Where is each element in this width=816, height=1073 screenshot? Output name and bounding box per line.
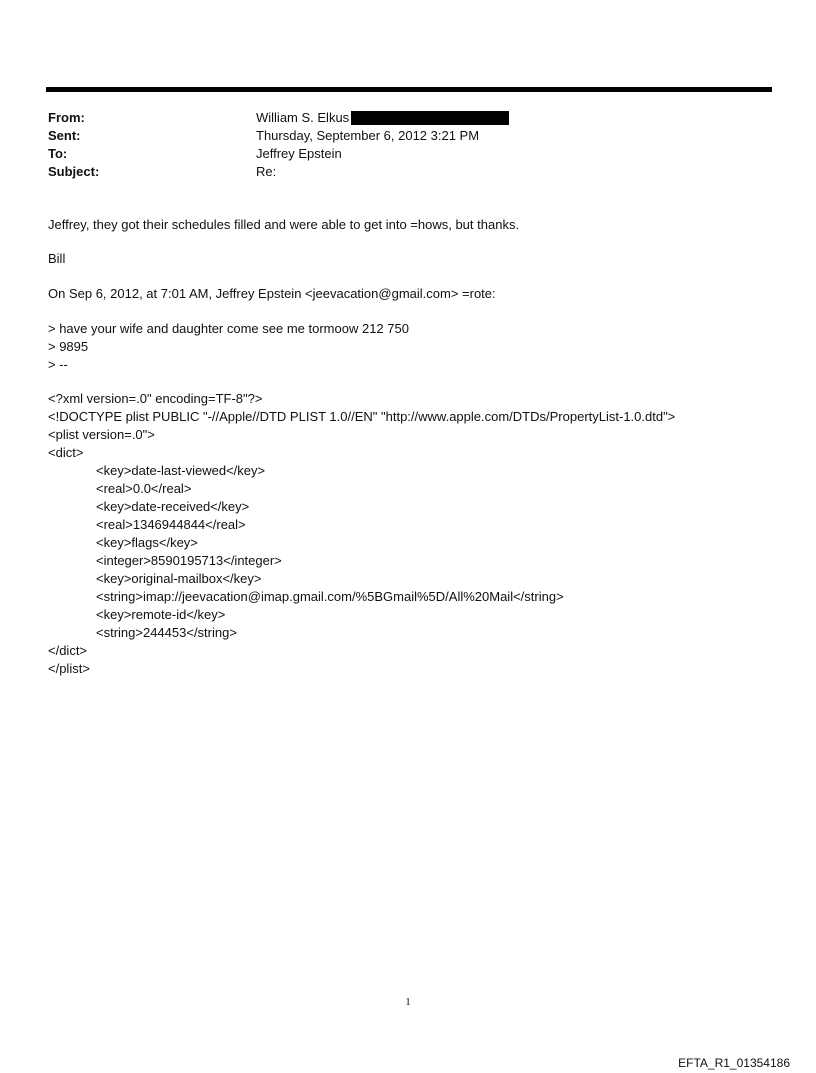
document-id: EFTA_R1_01354186 — [678, 1056, 790, 1070]
xml-line: <?xml version=.0" encoding=TF-8"?> — [48, 391, 263, 406]
subject-label: Subject: — [48, 164, 100, 179]
to-value: Jeffrey Epstein — [256, 146, 342, 161]
xml-line: <!DOCTYPE plist PUBLIC "-//Apple//DTD PLIST 1.0//EN" "http://www.apple.com/DTDs/PropertyList-1.0.dtd"> — [48, 409, 676, 424]
xml-dict-line: <key>remote-id</key> — [96, 607, 226, 622]
sent-row — [48, 127, 748, 145]
xml-dict-line: <key>date-received</key> — [96, 499, 250, 514]
xml-dict-line: <real>0.0</real> — [96, 481, 192, 496]
xml-line: <plist version=.0"> — [48, 427, 155, 442]
xml-line: <dict> — [48, 445, 84, 460]
xml-line: </dict> — [48, 643, 88, 658]
signature: Bill — [48, 251, 66, 266]
sender-name: William S. Elkus — [256, 110, 350, 125]
reply-line: Jeffrey, they got their schedules filled and were able to get into =hows, but thanks. — [48, 217, 520, 232]
subject-row — [48, 163, 748, 181]
xml-dict-line: <key>date-last-viewed</key> — [96, 463, 266, 478]
xml-dict-line: <string>imap://jeevacation@imap.gmail.com/%5BGmail%5D/All%20Mail</string> — [96, 589, 564, 604]
header-divider — [46, 87, 772, 92]
redaction-box — [351, 111, 509, 125]
to-label: To: — [48, 146, 68, 161]
to-row — [48, 145, 748, 163]
quote-intro: On Sep 6, 2012, at 7:01 AM, Jeffrey Epstein <jeevacation@gmail.com> =rote: — [48, 286, 496, 301]
email-header — [48, 109, 748, 181]
quoted-line: > -- — [48, 357, 68, 372]
from-value — [256, 109, 509, 127]
quoted-line: > 9895 — [48, 339, 89, 354]
xml-dict-line: <integer>8590195713</integer> — [96, 553, 282, 568]
email-body — [48, 216, 788, 678]
page-number: 1 — [405, 996, 411, 1008]
xml-dict-line: <string>244453</string> — [96, 625, 237, 640]
xml-dict-line: <real>1346944844</real> — [96, 517, 246, 532]
sent-value: Thursday, September 6, 2012 3:21 PM — [256, 128, 480, 143]
sent-label: Sent: — [48, 128, 81, 143]
subject-value: Re: — [256, 164, 277, 179]
quoted-line: > have your wife and daughter come see me tormoow 212 750 — [48, 321, 409, 336]
from-row — [48, 109, 748, 127]
from-label: From: — [48, 110, 85, 125]
xml-dict-line: <key>flags</key> — [96, 535, 198, 550]
xml-dict-line: <key>original-mailbox</key> — [96, 571, 262, 586]
xml-line: </plist> — [48, 661, 90, 676]
